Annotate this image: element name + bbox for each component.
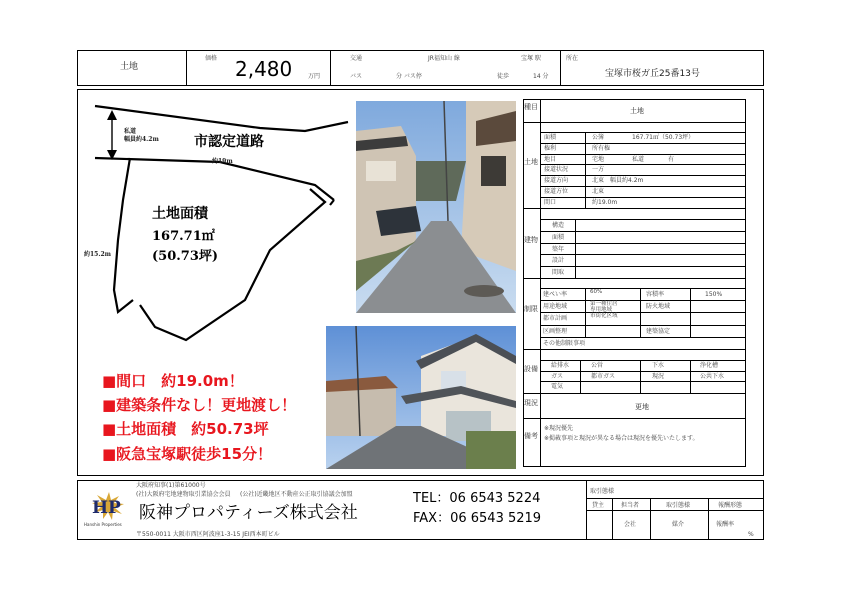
license-line-1: 大阪府知事(1)第61000号 — [136, 482, 206, 489]
type-label: 種目 — [524, 103, 538, 111]
building-row-key: 面積 — [552, 233, 565, 241]
area-tsubo: (50.73坪) — [152, 249, 219, 264]
land-row-value: 約19.0m — [592, 198, 618, 206]
footer-label-agency: 媒介 — [672, 521, 685, 528]
table-row-line — [540, 266, 746, 267]
house-photo-lower — [326, 326, 516, 469]
land-row-value: 北東 幅員約4.2m — [592, 177, 644, 185]
restriction-section-label: 制限 — [524, 305, 538, 313]
table-row-line — [540, 143, 746, 144]
land-row-key: 間口 — [544, 198, 557, 206]
restriction-row-key: 都市計画 — [543, 315, 568, 323]
restriction-row-value: 市街化区域 — [590, 313, 618, 320]
table-row-line — [540, 219, 746, 220]
footer-fee-rate-value: % — [748, 531, 754, 538]
lot-boundary — [114, 158, 133, 312]
facility-col-a: 給排水 — [551, 362, 570, 369]
land-row-key: 地目 — [544, 155, 557, 163]
facility-col-d: 公共下水 — [700, 372, 725, 380]
status-value: 更地 — [635, 403, 649, 411]
lot-boundary — [330, 200, 334, 205]
land-row-key: 面積 — [544, 134, 557, 141]
facility-section-label: 設備 — [524, 365, 538, 373]
table-row-line — [540, 164, 746, 165]
restriction-row-key: 建ぺい率 — [543, 291, 568, 298]
table-col-line — [585, 132, 586, 208]
restriction-row-key: その他制限事項 — [543, 339, 586, 347]
land-section-label: 土地 — [524, 158, 538, 166]
restriction-row-key2: 容積率 — [646, 291, 665, 298]
side-length-label: 約15.2m — [84, 251, 111, 258]
highlight-land-area: ■土地面積 約50.73坪 — [102, 420, 269, 438]
table-row-line — [540, 231, 746, 232]
footer-label-company: 会社 — [624, 521, 637, 528]
price-label: 価格 — [205, 55, 218, 62]
table-row-line — [540, 186, 746, 187]
land-row-key: 権利 — [544, 144, 557, 152]
facility-col-c: 現況 — [652, 372, 665, 380]
land-row-value: 北東 — [592, 188, 605, 195]
land-row-value: 所有権 — [592, 144, 611, 152]
facility-col-a: 電気 — [551, 383, 564, 390]
table-row-line — [540, 312, 746, 313]
table-row-line — [540, 325, 746, 326]
status-section-label: 現況 — [524, 399, 538, 407]
table-row-line — [540, 254, 746, 255]
table-row-line — [540, 197, 746, 198]
table-col-line — [690, 288, 691, 337]
land-row-extra: 167.71㎡（50.73坪） — [632, 134, 695, 141]
restriction-row-value: 60% — [590, 289, 603, 295]
highlight-frontage: ■間口 約19.0m！ — [102, 372, 244, 390]
road-title: 市認定道路 — [194, 134, 264, 150]
logo-subtext: Hanshin Properties — [84, 522, 122, 527]
trade-form-label: 取引態様 — [590, 488, 615, 495]
building-row-key: 間取 — [552, 269, 565, 277]
footer-label-lender: 貸主 — [592, 502, 605, 509]
footer-label-fee-form: 報酬形態 — [718, 502, 743, 509]
transport-label: 交通 — [350, 55, 363, 62]
footer-label-fee-rate: 報酬率 — [716, 521, 735, 528]
road-width-label: 私道 幅員約4.2m — [124, 128, 159, 143]
table-col-line — [690, 360, 691, 393]
walk-time: 14 分 — [533, 73, 549, 80]
table-col-line — [580, 360, 581, 393]
highlight-station-walk: ■阪急宝塚駅徒歩15分！ — [102, 445, 273, 463]
bus-stop: 分 バス停 — [396, 73, 422, 80]
header-divider — [560, 50, 561, 86]
facility-col-a: ガス — [551, 372, 564, 380]
restriction-row-value2: 150% — [705, 291, 723, 298]
footer-label-trade-form: 取引態様 — [666, 502, 691, 509]
company-logo — [84, 490, 134, 530]
building-row-key: 設計 — [552, 257, 565, 265]
land-row-key: 接道方向 — [544, 177, 569, 185]
area-title: 土地面積 — [152, 206, 208, 222]
table-col-line — [575, 219, 576, 278]
header-divider — [186, 50, 187, 86]
building-row-key: 築年 — [552, 245, 565, 253]
land-row-key: 接道状況 — [544, 166, 569, 174]
category: 土地 — [120, 62, 139, 72]
table-row-line — [540, 300, 746, 301]
area-sqm: 167.71㎡ — [152, 229, 215, 244]
company-name: 阪神プロパティーズ株式会社 — [139, 503, 358, 523]
table-row-line — [540, 243, 746, 244]
building-section-label: 建物 — [524, 236, 538, 244]
restriction-row-value: 第一種住居 専用地域 — [590, 301, 618, 314]
street-photo-upper — [356, 101, 516, 313]
table-col-line — [585, 288, 586, 337]
frontage-label: 約19m — [212, 158, 233, 165]
company-fax: FAX：06 6543 5219 — [413, 511, 542, 526]
highlight-no-building-condition: ■建築条件なし！更地渡し！ — [102, 396, 297, 414]
footer-label-staff: 担当者 — [621, 502, 640, 509]
price-value: 2,480 — [235, 57, 293, 81]
type-value: 土地 — [630, 107, 644, 115]
company-tel: TEL：06 6543 5224 — [413, 491, 541, 506]
restriction-row-key: 区画整理 — [543, 327, 568, 335]
remarks-text: ※現況優先 ※掲載事項と現況が異なる場合は現況を優先いたします。 — [544, 425, 699, 442]
company-address: 〒550-0011 大阪市西区阿波座1-3-15 JEI西本町ビル — [136, 531, 280, 538]
license-line-2: (社)大阪府宅地建物取引業協会会員 — [136, 491, 231, 498]
address: 宝塚市桜ガ丘25番13号 — [605, 69, 700, 79]
table-col-line — [640, 288, 641, 337]
facility-col-c: 下水 — [652, 362, 665, 369]
table-row-line — [540, 337, 746, 338]
land-row-value: 宅地 — [592, 155, 605, 163]
header-divider — [330, 50, 331, 86]
table-row-line — [540, 288, 746, 289]
train-line: JR福知山 線 — [428, 55, 460, 62]
land-row-value: 一方 — [592, 166, 605, 174]
land-row-value: 公簿 — [592, 134, 605, 141]
walk-label: 徒歩 — [497, 73, 510, 80]
remarks-section-label: 備考 — [524, 432, 538, 440]
facility-col-d: 浄化槽 — [700, 362, 719, 369]
train-station: 宝塚 駅 — [521, 55, 541, 62]
land-row-extra: 私道 有 — [632, 155, 675, 163]
restriction-row-key2: 建築協定 — [646, 327, 671, 335]
table-col-line — [640, 360, 641, 393]
building-row-key: 構造 — [552, 222, 565, 229]
price-unit: 万円 — [308, 73, 321, 80]
restriction-row-key2: 防火地域 — [646, 303, 671, 311]
restriction-row-key: 用途地域 — [543, 303, 568, 311]
location-label: 所在 — [566, 55, 579, 62]
facility-col-b: 都市ガス — [591, 372, 616, 380]
land-row-key: 接道方位 — [544, 188, 569, 195]
table-row-line — [540, 381, 746, 382]
facility-col-b: 公営 — [591, 362, 604, 369]
logo-text: HP — [92, 498, 121, 518]
license-line-3: (公社)近畿地区不動産公正取引協議会加盟 — [240, 491, 353, 498]
bus-label: バス — [350, 73, 363, 80]
